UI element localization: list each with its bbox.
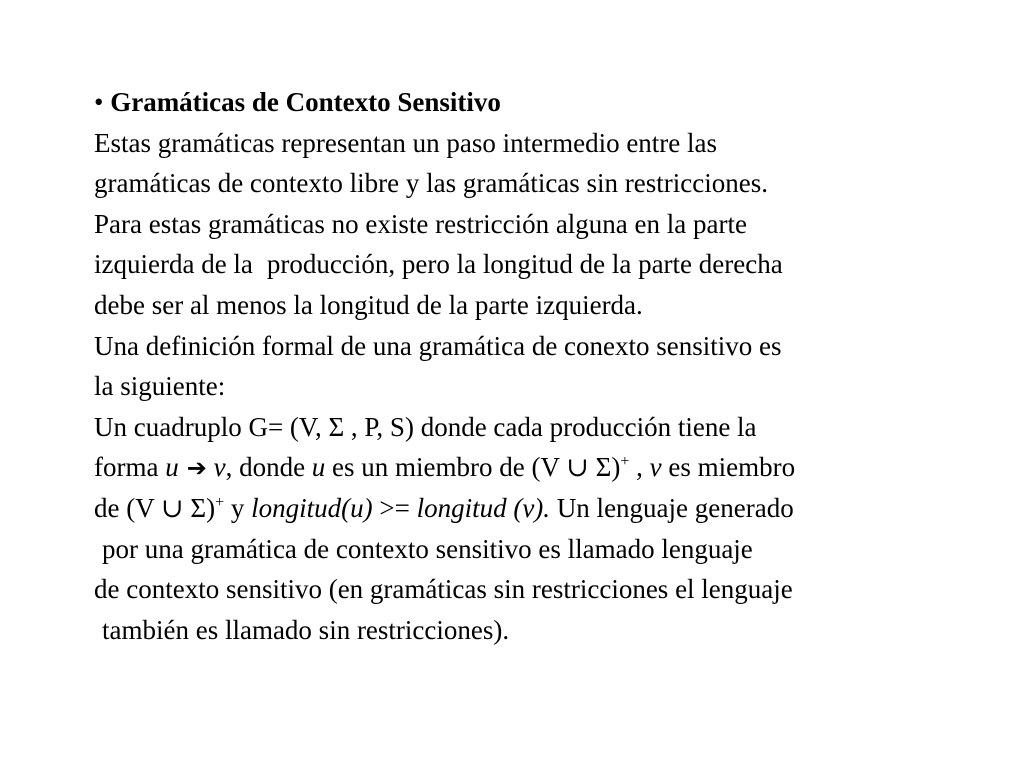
body-line: de contexto sensitivo (en gramáticas sin restricciones el lenguaje xyxy=(94,574,793,605)
body-text: y xyxy=(224,492,252,523)
body-text: forma xyxy=(94,452,166,483)
bullet: • xyxy=(94,87,104,117)
length-v: longitud (v). xyxy=(416,492,551,523)
body-line: también es llamado sin restricciones). xyxy=(102,614,510,645)
slide-title: Gramáticas de Contexto Sensitivo xyxy=(110,87,501,117)
body-text: Un lenguaje generado xyxy=(550,492,794,523)
definition-line xyxy=(94,488,1004,529)
body-line: gramáticas de contexto libre y las gramáticas sin restricciones. xyxy=(94,168,768,199)
body-text: es un miembro de (V ∪ Σ) xyxy=(325,452,621,483)
var-u: u xyxy=(311,452,326,483)
body-line xyxy=(94,244,1004,285)
forma-line xyxy=(94,447,1004,488)
title-line xyxy=(94,82,1004,123)
var-v: v xyxy=(649,452,662,483)
body-line: la siguiente: xyxy=(94,371,226,402)
var-v: v xyxy=(213,452,226,483)
right-arrow-icon: ➔ xyxy=(186,454,207,483)
body-line: Un cuadruplo G= (V, Σ , P, S) donde cada producción tiene la xyxy=(94,411,757,442)
body-line: Estas gramáticas representan un paso intermedio entre las xyxy=(94,127,718,158)
var-u: u xyxy=(165,452,179,483)
length-u: longitud(u) xyxy=(251,492,373,523)
body-text: de (V ∪ Σ) xyxy=(94,492,216,523)
body-line: Una definición formal de una gramática de conexto sensitivo es xyxy=(94,330,782,361)
body-text: , donde xyxy=(225,452,312,483)
slide-text xyxy=(94,82,1004,650)
superscript-plus: + xyxy=(620,453,630,471)
body-text: , xyxy=(629,452,650,483)
body-line: Para estas gramáticas no existe restricción alguna en la parte xyxy=(94,208,747,239)
body-text: producción, pero la longitud de la parte derecha xyxy=(266,249,783,280)
body-text: >= xyxy=(372,492,417,523)
body-text: es miembro xyxy=(661,452,796,483)
superscript-plus: + xyxy=(215,493,225,511)
body-line: por una gramática de contexto sensitivo es llamado lenguaje xyxy=(102,533,753,564)
body-line: debe ser al menos la longitud de la parte izquierda. xyxy=(94,289,643,320)
body-text: izquierda de la xyxy=(94,249,253,280)
